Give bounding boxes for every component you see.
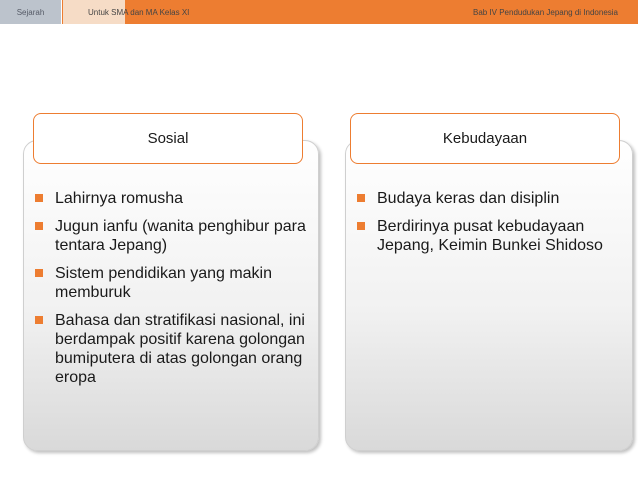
- kebudayaan-panel: [345, 140, 633, 451]
- list-item-text: Berdirinya pusat kebudayaan Jepang, Keimin Bunkei Shidoso: [377, 218, 603, 254]
- list-item-text: Sistem pendidikan yang makin memburuk: [55, 265, 273, 301]
- list-item-text: Budaya keras dan disiplin: [377, 190, 560, 207]
- list-item: [32, 264, 306, 302]
- kebudayaan-heading: Kebudayaan: [350, 113, 620, 164]
- kebudayaan-list: [354, 189, 620, 264]
- list-item: [354, 189, 620, 208]
- list-item-text: Jugun ianfu (wanita penghibur para tentara Jepang): [55, 218, 306, 254]
- audience-label: Untuk SMA dan MA Kelas XI: [88, 7, 190, 17]
- list-item: [32, 311, 306, 387]
- header-bar: [0, 0, 638, 24]
- square-bullet-icon: [357, 222, 365, 230]
- list-item-text: Bahasa dan stratifikasi nasional, ini berdampak positif karena golongan bumiputera di atas golongan orang eropa: [55, 312, 305, 386]
- list-item: [354, 217, 620, 255]
- list-item: [32, 217, 306, 255]
- square-bullet-icon: [35, 222, 43, 230]
- square-bullet-icon: [35, 269, 43, 277]
- chapter-title: Bab IV Pendudukan Jepang di Indonesia: [472, 7, 618, 17]
- sosial-list: [32, 189, 306, 396]
- list-item: [32, 189, 306, 208]
- square-bullet-icon: [35, 316, 43, 324]
- sosial-panel: [23, 140, 319, 451]
- sosial-heading: Sosial: [33, 113, 303, 164]
- subject-tab: Sejarah: [0, 0, 62, 24]
- square-bullet-icon: [35, 194, 43, 202]
- list-item-text: Lahirnya romusha: [55, 190, 184, 207]
- square-bullet-icon: [357, 194, 365, 202]
